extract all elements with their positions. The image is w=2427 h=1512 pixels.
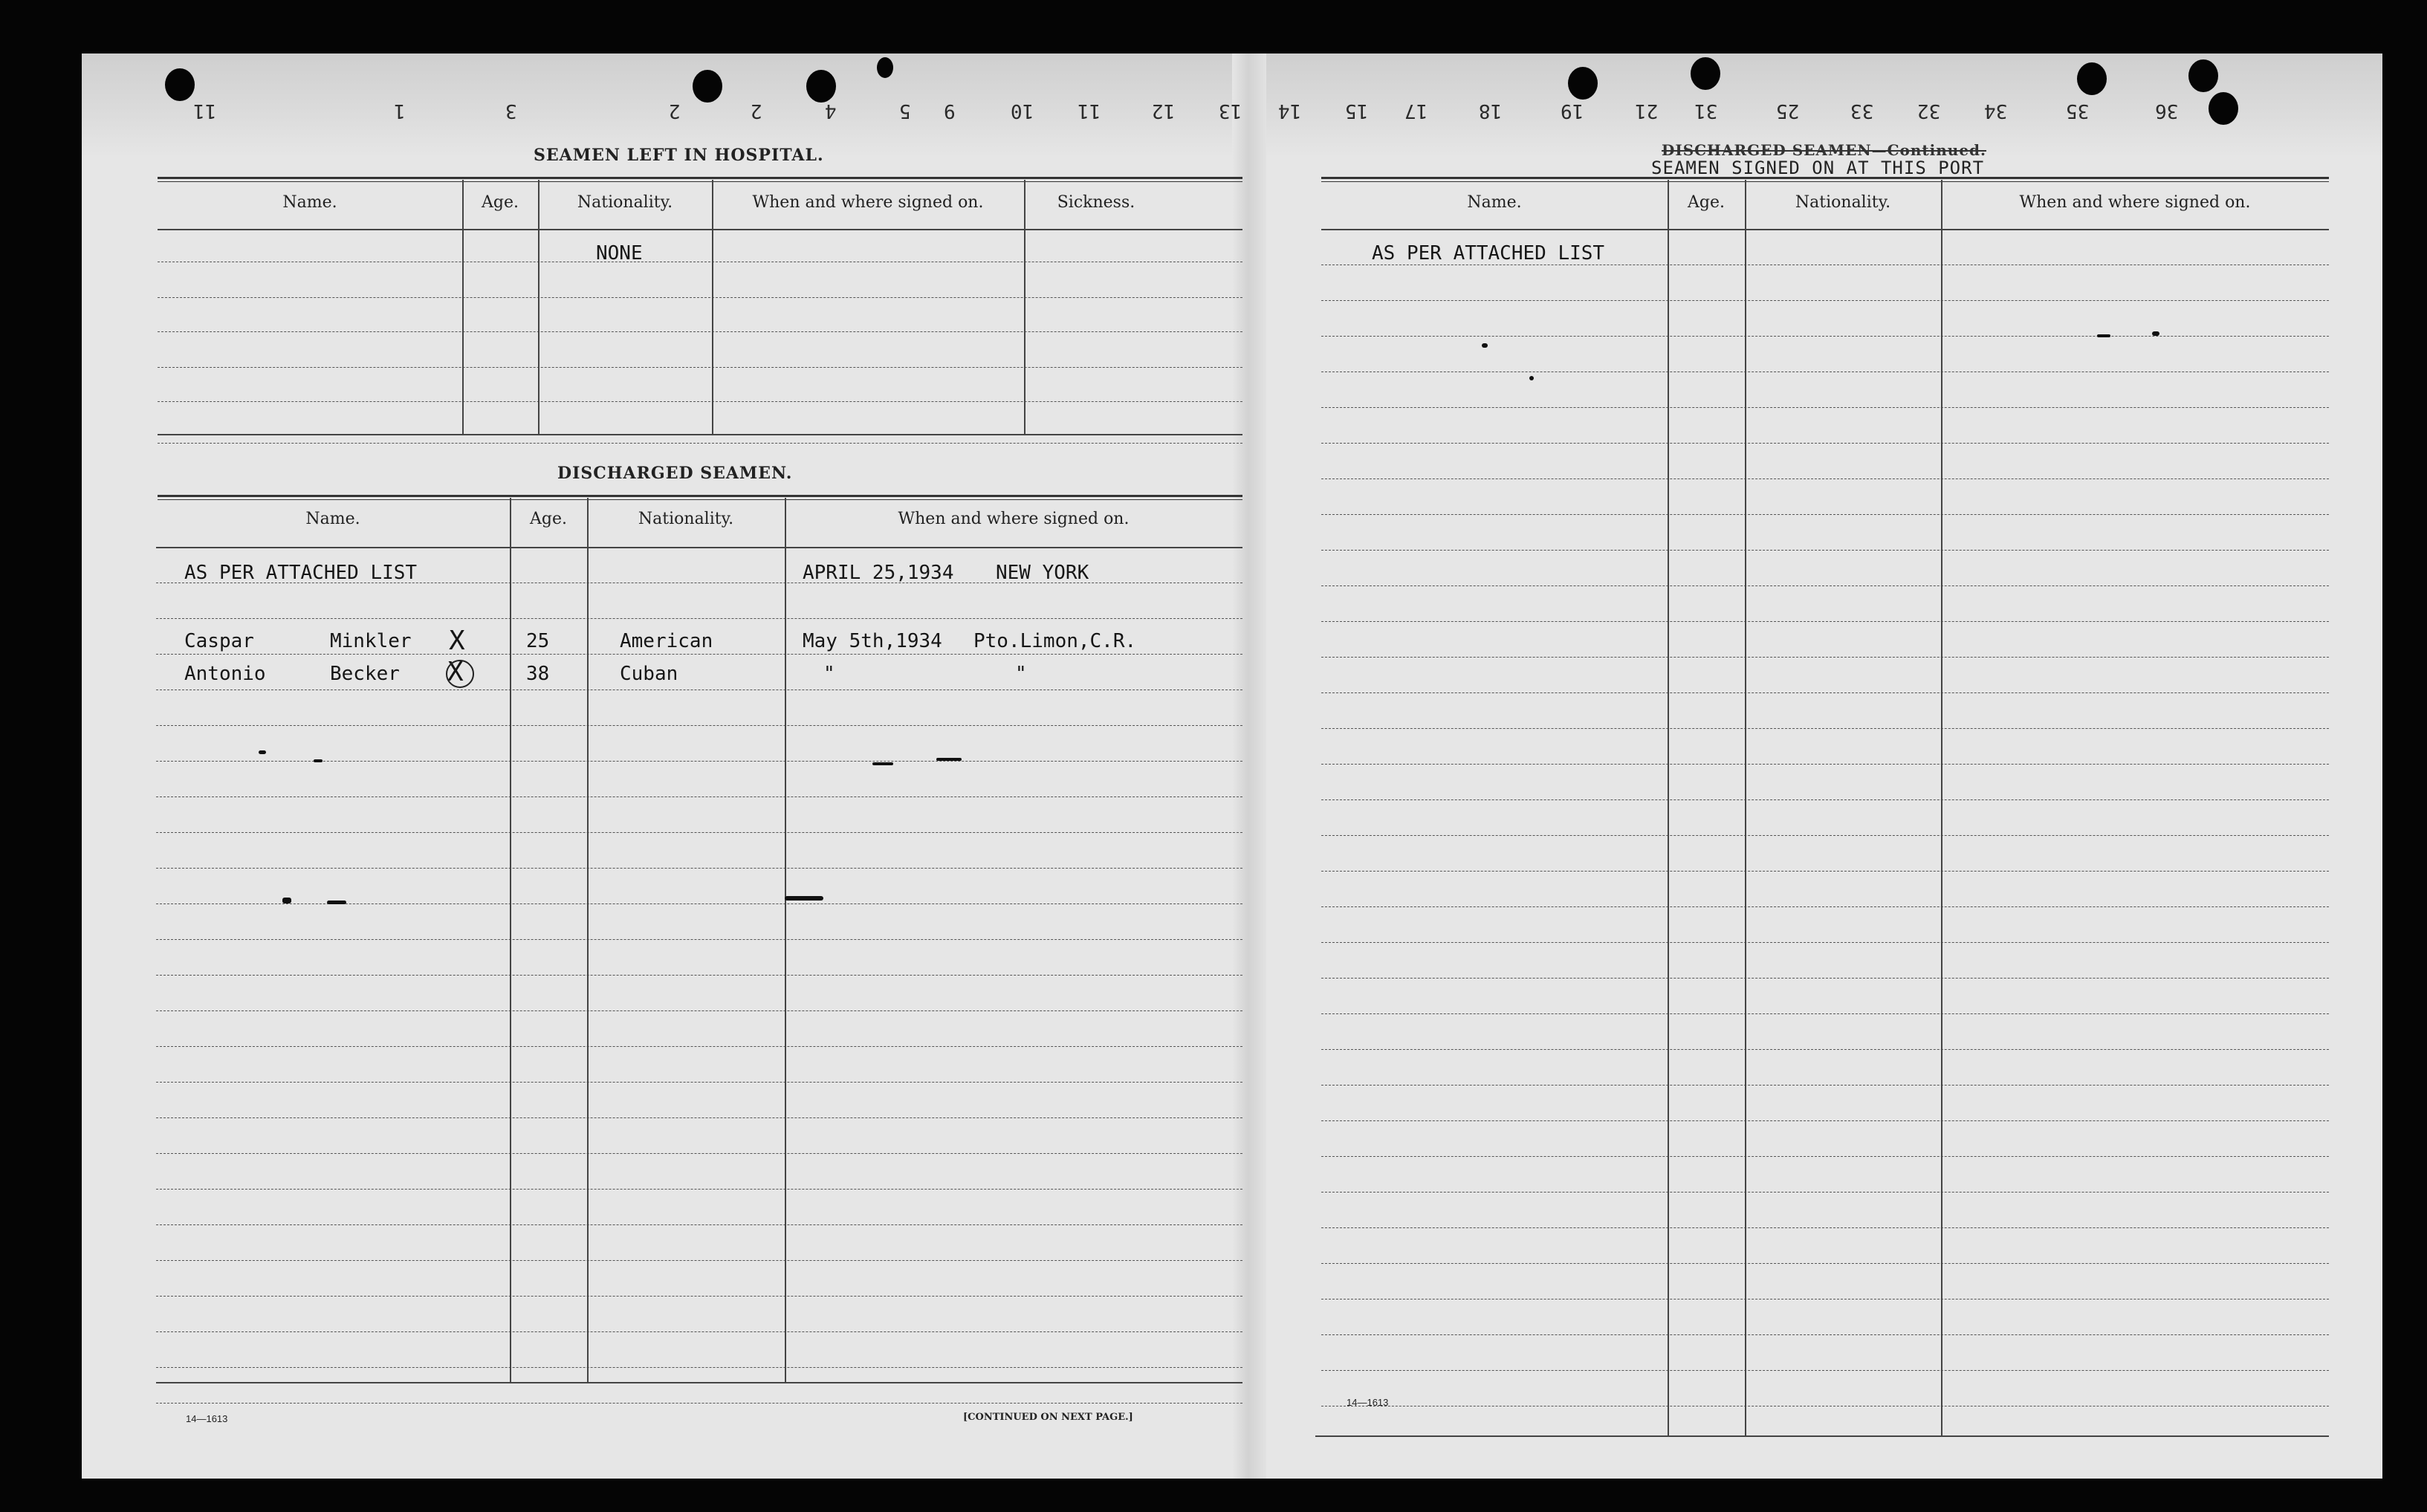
edge-number: 33 [1850,100,1874,122]
hospital-bottom-rule [158,434,1242,435]
discharged-col-divider [510,498,511,1382]
seaman-1-age: 25 [526,630,550,652]
seaman-1-mark: X [449,626,465,656]
right-section-title: SEAMEN SIGNED ON AT THIS PORT [1651,158,1985,178]
hospital-header-nationality: Nationality. [577,193,673,212]
punch-hole [1691,57,1720,90]
hospital-bottom-rule [158,443,1242,444]
seaman-2-mark: X [447,657,464,687]
discharged-header-signed-on: When and where signed on. [898,510,1130,528]
edge-number: 34 [1984,100,2008,122]
edge-number: 36 [2155,100,2179,122]
ruled-line [1321,1192,2329,1193]
discharged-header-rule [156,547,1242,548]
ruled-line [1321,300,2329,301]
ruled-line [1321,443,2329,444]
seaman-1-place: Pto.Limon,C.R. [973,630,1137,652]
ruled-line [1321,1085,2329,1086]
ink-speck [259,750,266,754]
ruled-line [1321,906,2329,907]
ruled-line [156,975,1242,976]
right-col-divider [1668,180,1669,1437]
ruled-line [1321,1334,2329,1335]
ink-speck [872,762,893,765]
seaman-2-mark-circle [446,660,474,688]
edge-number: 1 [394,100,406,122]
edge-number: 2 [751,100,762,122]
ruled-line [156,1331,1242,1332]
right-col-divider [1941,180,1942,1437]
right-header-nationality: Nationality. [1795,193,1891,212]
ruled-line [1321,978,2329,979]
discharged-header-age: Age. [530,510,567,528]
discharged-header-name: Name. [305,510,360,528]
punch-hole [2188,59,2218,92]
ruled-line [156,1082,1242,1083]
discharged-attached-note: AS PER ATTACHED LIST [184,562,418,584]
right-col-divider [1745,180,1746,1437]
discharged-top-rule [158,495,1242,497]
right-struck-title: DISCHARGED SEAMEN—Continued. [1662,141,1986,159]
ruled-line [1321,407,2329,408]
hospital-section-title: SEAMEN LEFT IN HOSPITAL. [534,146,824,165]
seaman-2-place: " [1015,663,1027,685]
center-fold [1232,53,1266,1479]
seaman-2-nationality: Cuban [620,663,678,685]
ruled-line [1321,1263,2329,1264]
ruled-line [1321,621,2329,622]
right-header-rule [1321,229,2329,230]
punch-hole [693,70,722,103]
punch-hole [2077,62,2107,95]
edge-number: 11 [193,100,217,122]
edge-number: 35 [2066,100,2090,122]
ruled-line [156,1117,1242,1118]
hospital-col-divider [462,180,464,434]
ruled-line [1321,1013,2329,1014]
discharged-col-divider [785,498,786,1382]
ruled-line [1321,1049,2329,1050]
edge-number: 2 [669,100,681,122]
discharged-attached-place: NEW YORK [996,562,1089,584]
edge-number: 21 [1635,100,1659,122]
right-header-age: Age. [1688,193,1725,212]
continued-note: [CONTINUED ON NEXT PAGE.] [963,1412,1133,1423]
discharged-header-nationality: Nationality. [638,510,734,528]
edge-number: 15 [1345,100,1369,122]
ruled-line [156,796,1242,797]
ruled-line [156,1296,1242,1297]
ruled-line [156,1260,1242,1261]
seaman-2-signed-on: " [823,663,835,685]
hospital-row-rule [158,401,1242,402]
edge-number: 3 [505,100,517,122]
seaman-2-last-name: Becker [330,663,400,685]
edge-number: 12 [1152,100,1176,122]
ink-speck [327,901,346,904]
edge-number: 19 [1561,100,1584,122]
edge-number: 14 [1278,100,1302,122]
discharged-section-title: DISCHARGED SEAMEN. [557,464,793,483]
hospital-header-rule [158,229,1242,230]
hospital-col-divider [712,180,713,434]
ink-speck [1482,343,1488,348]
ruled-line [156,903,1242,904]
ruled-line [1321,657,2329,658]
edge-number: 25 [1776,100,1800,122]
right-top-rule [1321,177,2329,179]
edge-number: 9 [944,100,956,122]
ruled-line [1321,336,2329,337]
ruled-line [1321,799,2329,800]
ruled-line [1321,871,2329,872]
ink-speck [2097,334,2110,337]
seaman-2-age: 38 [526,663,550,685]
ruled-line [1321,942,2329,943]
punch-hole [1568,67,1598,100]
edge-number: 13 [1219,100,1242,122]
ink-speck [2152,331,2159,336]
hospital-header-age: Age. [482,193,519,212]
edge-number: 18 [1479,100,1503,122]
left-form-number: 14—1613 [186,1413,228,1424]
ruled-line [156,725,1242,726]
ruled-line [1321,1227,2329,1228]
ink-speck [314,759,323,762]
ruled-line [1321,692,2329,693]
hospital-top-rule [158,177,1242,179]
hospital-col-divider [1024,180,1025,434]
edge-number: 5 [899,100,911,122]
document-sheet [82,53,2382,1479]
ruled-line [156,1403,1242,1404]
ruled-line [1321,478,2329,479]
edge-number: 11 [1078,100,1101,122]
punch-hole [2209,92,2238,125]
seaman-2-first-name: Antonio [184,663,266,685]
ruled-line [156,1367,1242,1368]
ruled-line [156,868,1242,869]
hospital-header-signed-on: When and where signed on. [752,193,984,212]
edge-number: 4 [825,100,837,122]
ruled-line [156,1153,1242,1154]
ruled-line [1315,1435,2329,1437]
hospital-header-name: Name. [282,193,337,212]
ruled-line [1321,550,2329,551]
hospital-row-rule [158,297,1242,298]
edge-number: 31 [1694,100,1718,122]
ruled-line [156,1189,1242,1190]
ruled-line [156,939,1242,940]
seaman-1-signed-on: May 5th,1934 [803,630,942,652]
ruled-line [156,1382,1242,1383]
ruled-line [156,1010,1242,1011]
ruled-line [156,1224,1242,1225]
ruled-line [1321,1299,2329,1300]
right-form-number: 14—1613 [1347,1397,1389,1408]
seaman-1-last-name: Minkler [330,630,412,652]
ink-speck [1529,376,1534,380]
ruled-line [156,832,1242,833]
hospital-row-rule [158,331,1242,332]
seaman-1-nationality: American [620,630,713,652]
seaman-1-first-name: Caspar [184,630,254,652]
ink-speck [785,896,823,901]
punch-hole [165,68,195,101]
ruled-line [156,654,1242,655]
ruled-line [156,1046,1242,1047]
ruled-line [1321,585,2329,586]
ruled-line [1321,764,2329,765]
ruled-line [1321,728,2329,729]
hospital-col-divider [538,180,539,434]
discharged-col-divider [587,498,589,1382]
hospital-header-sickness: Sickness. [1057,193,1135,212]
ink-speck [936,758,962,761]
right-entry-attached-list: AS PER ATTACHED LIST [1372,242,1605,265]
right-header-name: Name. [1467,193,1522,212]
ruled-line [1321,514,2329,515]
ruled-line [1321,1370,2329,1371]
edge-number: 32 [1917,100,1941,122]
ruled-line [156,618,1242,619]
discharged-attached-date: APRIL 25,1934 [803,562,954,584]
edge-number: 10 [1011,100,1034,122]
ruled-line [1321,371,2329,372]
ruled-line [1321,835,2329,836]
right-header-signed-on: When and where signed on. [2019,193,2251,212]
hospital-row-rule [158,367,1242,368]
punch-hole [877,57,893,78]
ruled-line [1321,1120,2329,1121]
hospital-entry-none: NONE [596,242,643,265]
ink-speck [282,898,291,903]
edge-number: 17 [1404,100,1428,122]
ruled-line [1321,1156,2329,1157]
punch-hole [806,70,836,103]
